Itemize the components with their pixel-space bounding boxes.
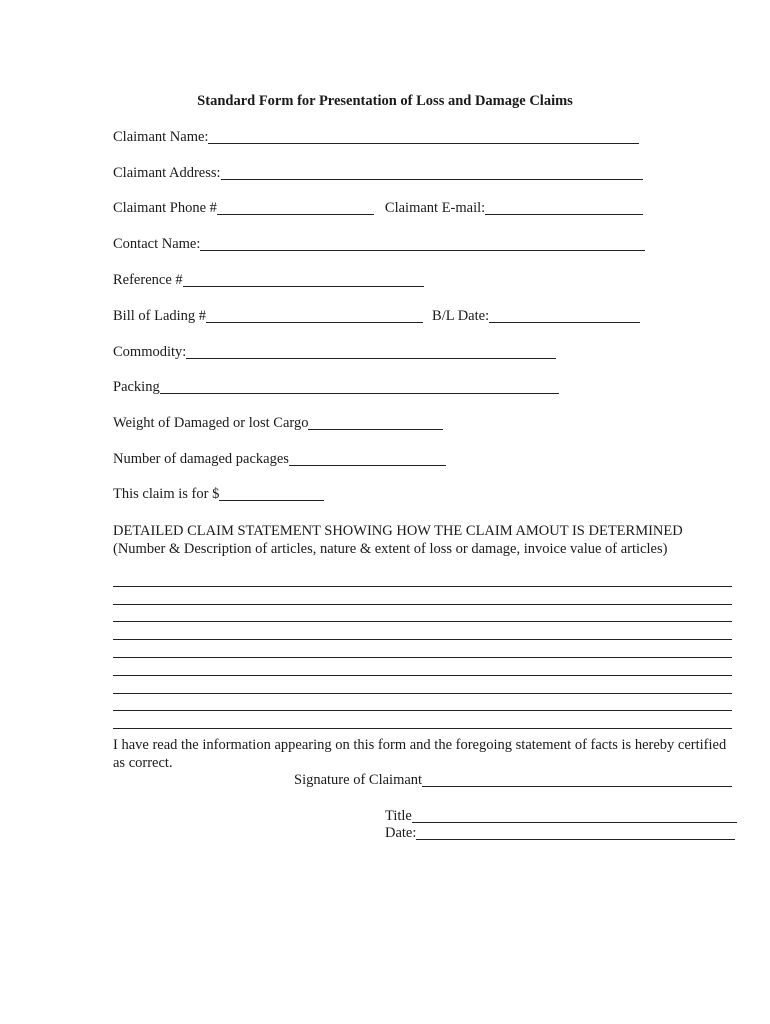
reference-row <box>113 272 424 289</box>
statement-line[interactable] <box>113 676 732 694</box>
bill-of-lading-row <box>113 308 640 325</box>
title-field[interactable] <box>412 808 737 823</box>
statement-line[interactable] <box>113 711 732 729</box>
commodity-field[interactable] <box>186 344 556 359</box>
claim-amount-row <box>113 486 324 503</box>
packages-field[interactable] <box>289 451 446 466</box>
reference-label: Reference # <box>113 272 183 288</box>
claimant-name-field[interactable] <box>208 129 639 144</box>
commodity-label: Commodity: <box>113 344 187 360</box>
claimant-address-field[interactable] <box>221 165 643 180</box>
commodity-row <box>113 344 556 361</box>
statement-line[interactable] <box>113 605 732 623</box>
date-field[interactable] <box>416 825 735 840</box>
statement-line[interactable] <box>113 658 732 676</box>
date-row <box>385 825 735 842</box>
title-row <box>385 808 737 825</box>
signature-label: Signature of Claimant <box>294 772 423 788</box>
form-title: Standard Form for Presentation of Loss and Damage Claims <box>197 93 573 109</box>
weight-row <box>113 415 443 432</box>
packing-row <box>113 379 559 396</box>
packing-field[interactable] <box>160 379 559 394</box>
title-label: Title <box>385 808 412 824</box>
weight-label: Weight of Damaged or lost Cargo <box>113 415 309 431</box>
reference-field[interactable] <box>183 272 424 287</box>
claimant-email-field[interactable] <box>485 200 643 215</box>
bill-of-lading-field[interactable] <box>206 308 423 323</box>
weight-field[interactable] <box>308 415 443 430</box>
bill-of-lading-label: Bill of Lading # <box>113 308 207 324</box>
packages-label: Number of damaged packages <box>113 451 289 467</box>
bl-date-label: B/L Date: <box>432 308 490 324</box>
statement-line[interactable] <box>113 640 732 658</box>
statement-lines[interactable] <box>113 569 732 729</box>
statement-line[interactable] <box>113 587 732 605</box>
statement-heading-block <box>113 522 683 558</box>
claimant-address-row <box>113 165 643 182</box>
statement-line[interactable] <box>113 694 732 712</box>
claimant-name-label: Claimant Name: <box>113 129 209 145</box>
contact-name-label: Contact Name: <box>113 236 201 252</box>
packages-row <box>113 451 446 468</box>
certification-text: I have read the information appearing on this form and the foregoing statement of facts is hereby certified as correct. <box>113 737 727 771</box>
claimant-phone-row <box>113 200 643 217</box>
statement-subheading: (Number & Description of articles, nature & extent of loss or damage, invoice value of articles) <box>113 541 668 557</box>
contact-name-row <box>113 236 645 253</box>
contact-name-field[interactable] <box>200 236 645 251</box>
date-label: Date: <box>385 825 417 841</box>
claimant-email-label: Claimant E-mail: <box>384 200 486 216</box>
claimant-name-row <box>113 129 639 146</box>
claim-amount-label: This claim is for $ <box>113 486 220 502</box>
bl-date-field[interactable] <box>489 308 640 323</box>
packing-label: Packing <box>113 379 160 395</box>
claimant-address-label: Claimant Address: <box>113 165 221 181</box>
claim-amount-field[interactable] <box>219 486 324 501</box>
signature-row <box>294 772 732 789</box>
signature-field[interactable] <box>422 772 732 787</box>
statement-line[interactable] <box>113 569 732 587</box>
statement-line[interactable] <box>113 622 732 640</box>
claimant-phone-label: Claimant Phone # <box>113 200 217 216</box>
claimant-phone-field[interactable] <box>217 200 374 215</box>
statement-heading: DETAILED CLAIM STATEMENT SHOWING HOW THE CLAIM AMOUT IS DETERMINED <box>113 523 683 539</box>
